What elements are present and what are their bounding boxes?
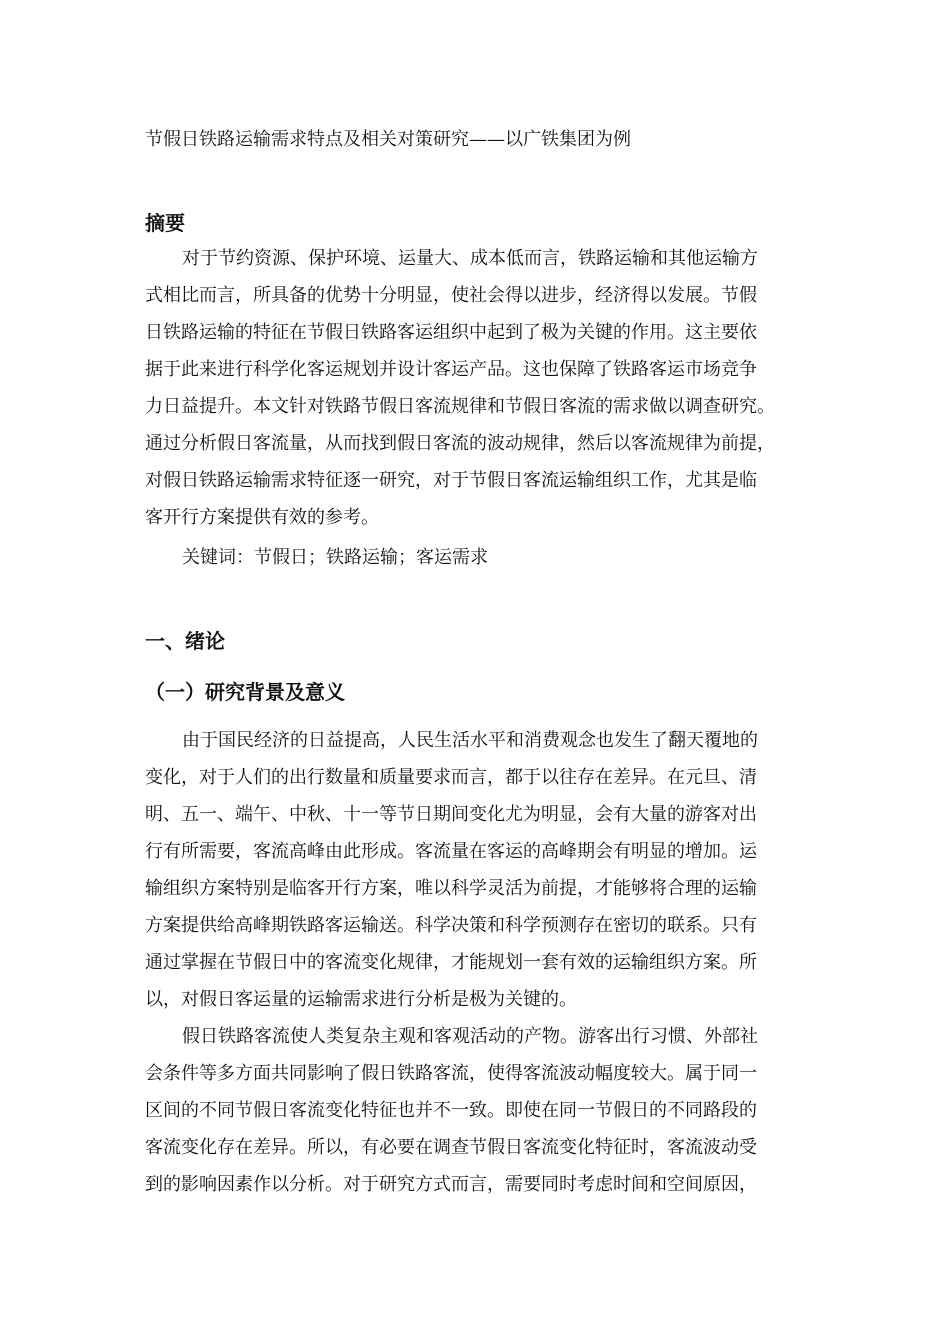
abstract-line: 对于节约资源、保护环境、运量大、成本低而言，铁路运输和其他运输方 [182,248,758,269]
paragraph-line: 假日铁路客流使人类复杂主观和客观活动的产物。游客出行习惯、外部社 [182,1026,758,1047]
paragraph-line: 输组织方案特别是临客开行方案，唯以科学灵活为前提，才能够将合理的运输 [145,878,757,899]
document-title: 节假日铁路运输需求特点及相关对策研究——以广铁集团为例 [145,129,631,150]
keywords: 关键词：节假日；铁路运输；客运需求 [182,547,488,568]
subsection-heading: （一）研究背景及意义 [145,680,345,704]
paragraph-line: 变化，对于人们的出行数量和质量要求而言，都于以往存在差异。在元旦、清 [145,767,757,788]
paragraph-line: 会条件等多方面共同影响了假日铁路客流，使得客流波动幅度较大。属于同一 [145,1063,757,1084]
paragraph-line: 通过掌握在节假日中的客流变化规律，才能规划一套有效的运输组织方案。所 [145,952,757,973]
abstract-line: 通过分析假日客流量，从而找到假日客流的波动规律，然后以客流规律为前提， [145,433,775,454]
body-paragraph-2 [145,1018,805,1203]
abstract-line: 力日益提升。本文针对铁路节假日客流规律和节假日客流的需求做以调查研究。 [145,396,775,417]
section-heading: 一、绪论 [145,629,225,653]
abstract-line: 式相比而言，所具备的优势十分明显，使社会得以进步，经济得以发展。节假 [145,285,757,306]
paragraph-line: 到的影响因素作以分析。对于研究方式而言，需要同时考虑时间和空间原因， [145,1174,757,1195]
abstract-heading: 摘要 [145,211,185,235]
paragraph-line: 行有所需要，客流高峰由此形成。客流量在客运的高峰期会有明显的增加。运 [145,841,757,862]
paragraph-line: 明、五一、端午、中秋、十一等节日期间变化尤为明显，会有大量的游客对出 [145,804,757,825]
paragraph-line: 以，对假日客运量的运输需求进行分析是极为关键的。 [145,989,577,1010]
paragraph-line: 客流变化存在差异。所以，有必要在调查节假日客流变化特征时，客流波动受 [145,1137,757,1158]
abstract-line: 对假日铁路运输需求特征逐一研究，对于节假日客流运输组织工作，尤其是临 [145,470,757,491]
paragraph-line: 由于国民经济的日益提高，人民生活水平和消费观念也发生了翻天覆地的 [182,730,758,751]
paragraph-line: 方案提供给高峰期铁路客运输送。科学决策和科学预测存在密切的联系。只有 [145,915,757,936]
body-paragraph-1 [145,722,805,1018]
abstract-line: 据于此来进行科学化客运规划并设计客运产品。这也保障了铁路客运市场竞争 [145,359,757,380]
abstract-line: 客开行方案提供有效的参考。 [145,507,379,528]
paragraph-line: 区间的不同节假日客流变化特征也并不一致。即使在同一节假日的不同路段的 [145,1100,757,1121]
abstract-line: 日铁路运输的特征在节假日铁路客运组织中起到了极为关键的作用。这主要依 [145,322,757,343]
abstract-paragraph [145,240,805,536]
